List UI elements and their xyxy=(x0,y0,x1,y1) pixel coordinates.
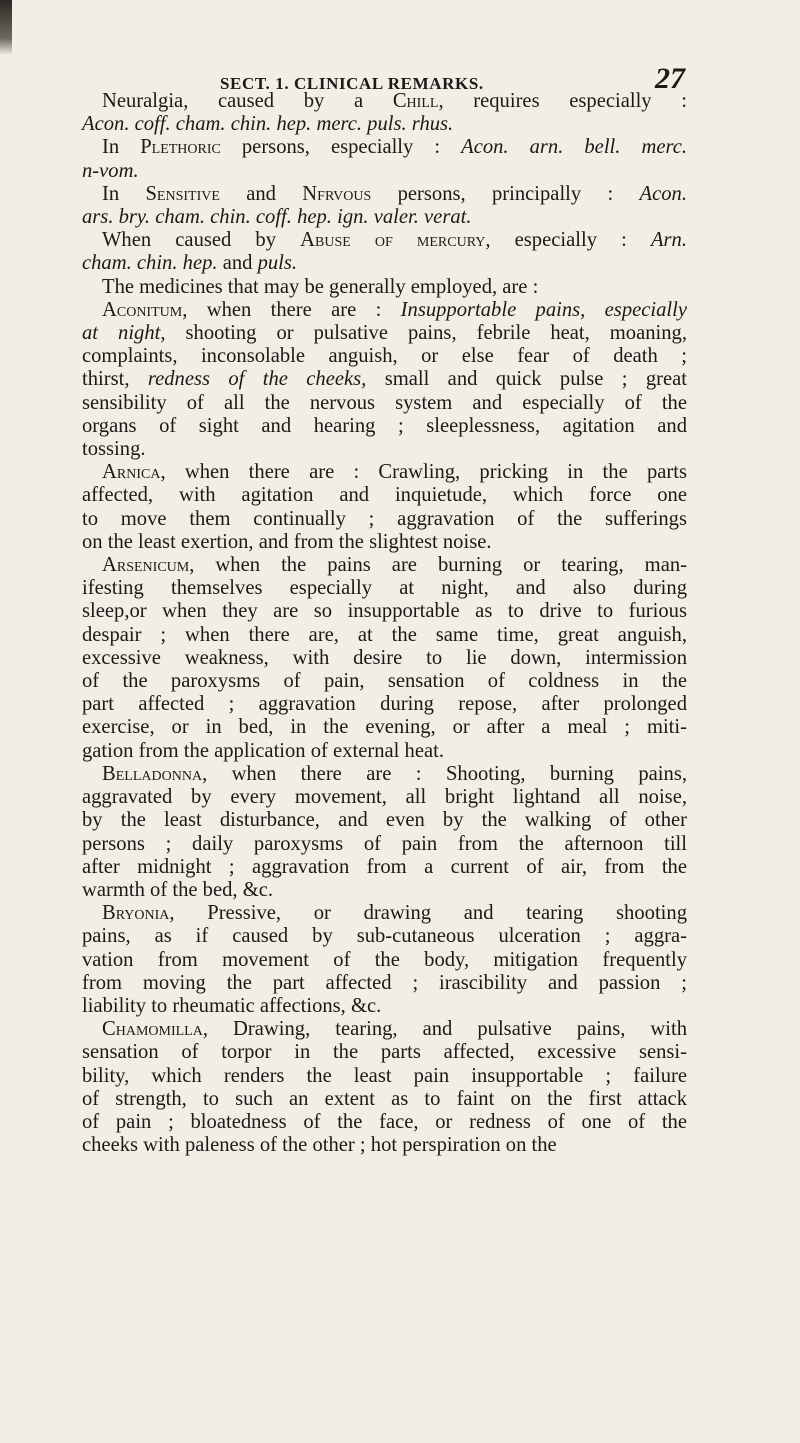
text-run: sensibility of all the nervous system and especially of the xyxy=(82,391,687,414)
text-line xyxy=(82,716,687,739)
text-run: shooting or pulsative pains, febrile heat, moaning, xyxy=(165,322,687,345)
paragraph xyxy=(82,461,687,554)
paragraph xyxy=(82,229,687,275)
paragraph xyxy=(82,299,687,461)
text-line xyxy=(82,206,687,229)
text-run: tossing. xyxy=(82,438,146,461)
paragraph xyxy=(82,763,687,902)
italic-text: ars. bry. cham. chin. coff. hep. ign. valer. verat. xyxy=(82,206,472,229)
italic-text: Insupportable pains, especially xyxy=(400,298,687,321)
italic-text: cham. chin. hep. xyxy=(82,252,218,275)
text-line xyxy=(82,1088,687,1111)
text-run: , when there are : Crawling, pricking in the parts xyxy=(160,461,687,484)
italic-text: Arn. xyxy=(650,229,687,252)
remedy-name: Abuse of mercury xyxy=(300,229,486,252)
text-line xyxy=(82,786,687,809)
text-line xyxy=(82,299,687,322)
paragraph xyxy=(82,136,687,182)
text-line xyxy=(82,577,687,600)
remedy-name: Plethoric xyxy=(140,136,221,159)
text-line xyxy=(82,1065,687,1088)
text-run: , when the pains are burning or tearing, man- xyxy=(189,554,687,577)
text-line xyxy=(82,252,687,275)
text-run: cheeks with paleness of the other ; hot perspiration on the xyxy=(82,1134,557,1157)
text-line xyxy=(82,647,687,670)
text-line xyxy=(82,600,687,623)
italic-text: Acon. coff. cham. chin. hep. merc. puls. rhus. xyxy=(82,113,454,136)
text-run: of the paroxysms of pain, sensation of coldness in the xyxy=(82,670,687,693)
remedy-name: Nfrvous xyxy=(302,182,372,205)
text-line xyxy=(82,740,687,763)
text-run: complaints, inconsolable anguish, or else fear of death ; xyxy=(82,345,687,368)
text-line xyxy=(82,438,687,461)
text-run: small and quick pulse ; great xyxy=(366,368,687,391)
text-run: by the least disturbance, and even by the walking of other xyxy=(82,809,687,832)
text-run: , when there are : Shooting, burning pains, xyxy=(202,762,687,785)
text-run: thirst, xyxy=(82,368,148,391)
text-run: organs of sight and hearing ; sleeplessness, agitation and xyxy=(82,414,687,437)
paragraph xyxy=(82,1018,687,1157)
text-run: warmth of the bed, &c. xyxy=(82,878,274,901)
text-run: and xyxy=(217,252,258,275)
text-line xyxy=(82,624,687,647)
remedy-name: Belladonna xyxy=(102,762,203,785)
text-run: gation from the application of external heat. xyxy=(82,739,444,762)
text-line xyxy=(82,113,687,136)
text-run: persons ; daily paroxysms of pain from the afternoon till xyxy=(82,832,687,855)
text-run: The medicines that may be generally employed, are : xyxy=(102,275,539,298)
text-run: liability to rheumatic affections, &c. xyxy=(82,994,382,1017)
page-number: 27 xyxy=(655,62,685,95)
paragraph xyxy=(82,90,687,136)
text-run: , Pressive, or drawing and tearing shooting xyxy=(169,902,687,925)
text-line xyxy=(82,856,687,879)
text-line xyxy=(82,276,687,299)
text-run: excessive weakness, with desire to lie down, intermission xyxy=(82,646,687,669)
remedy-name: Chill xyxy=(392,90,439,112)
paragraph xyxy=(82,902,687,1018)
text-run: and xyxy=(219,182,303,205)
text-line xyxy=(82,368,687,391)
text-line xyxy=(82,833,687,856)
text-line xyxy=(82,322,687,345)
italic-text: Acon. arn. bell. merc. xyxy=(461,136,687,159)
text-line xyxy=(82,763,687,786)
text-line xyxy=(82,995,687,1018)
text-run: to move them continually ; aggravation of the sufferings xyxy=(82,507,687,530)
page-edge-smudge xyxy=(0,0,12,55)
remedy-name: Chamomilla xyxy=(102,1018,203,1041)
text-line xyxy=(82,554,687,577)
text-run: of pain ; bloatedness of the face, or redness of one of the xyxy=(82,1110,687,1133)
text-line xyxy=(82,670,687,693)
text-run: When caused by xyxy=(102,229,301,252)
text-line xyxy=(82,531,687,554)
text-line xyxy=(82,902,687,925)
text-run: of strength, to such an extent as to faint on the first attack xyxy=(82,1087,687,1110)
text-line xyxy=(82,136,687,159)
text-line xyxy=(82,461,687,484)
remedy-name: Bryonia xyxy=(102,902,170,925)
italic-text: Acon. xyxy=(639,182,687,205)
text-line xyxy=(82,415,687,438)
text-run: persons, principally : xyxy=(371,182,640,205)
text-line xyxy=(82,229,687,252)
paragraph xyxy=(82,183,687,229)
text-run: part affected ; aggravation during repose, after prolonged xyxy=(82,693,687,716)
text-line xyxy=(82,1041,687,1064)
italic-text: redness of the cheeks, xyxy=(147,368,367,391)
italic-text: n-vom. xyxy=(82,159,139,182)
text-run: from moving the part affected ; irascibility and passion ; xyxy=(82,971,687,994)
text-line xyxy=(82,183,687,206)
text-run: , Drawing, tearing, and pulsative pains, with xyxy=(202,1018,687,1041)
text-run: , especially : xyxy=(485,229,651,252)
remedy-name: Arnica xyxy=(102,461,161,484)
text-line xyxy=(82,160,687,183)
text-run: pains, as if caused by sub-cutaneous ulceration ; aggra- xyxy=(82,925,687,948)
body-text xyxy=(82,90,687,1157)
text-run: , when there are : xyxy=(182,298,401,321)
text-line xyxy=(82,1111,687,1134)
text-run: exercise, or in bed, in the evening, or after a meal ; miti- xyxy=(82,716,687,739)
text-run: sensation of torpor in the parts affected, excessive sensi- xyxy=(82,1041,687,1064)
text-line xyxy=(82,972,687,995)
text-run: , requires especially : xyxy=(438,90,687,112)
text-run: after midnight ; aggravation from a current of air, from the xyxy=(82,855,687,878)
paragraph xyxy=(82,276,687,299)
text-line xyxy=(82,392,687,415)
remedy-name: Sensitive xyxy=(145,182,220,205)
text-line xyxy=(82,693,687,716)
paragraph xyxy=(82,554,687,763)
remedy-name: Arsenicum xyxy=(102,554,190,577)
text-run: bility, which renders the least pain insupportable ; failure xyxy=(82,1064,687,1087)
italic-text: puls. xyxy=(257,252,298,275)
text-run: vation from movement of the body, mitigation frequently xyxy=(82,948,687,971)
text-line xyxy=(82,345,687,368)
running-head: SECT. 1. CLINICAL REMARKS. xyxy=(220,74,484,93)
text-line xyxy=(82,484,687,507)
remedy-name: Aconitum xyxy=(102,298,183,321)
text-run: ifesting themselves especially at night, and also during xyxy=(82,577,687,600)
text-line xyxy=(82,1018,687,1041)
text-run: affected, with agitation and inquietude, which force one xyxy=(82,484,687,507)
text-run: Neuralgia, caused by a xyxy=(102,90,393,112)
text-run: aggravated by every movement, all bright lightand all noise, xyxy=(82,786,687,809)
text-run: despair ; when there are, at the same time, great anguish, xyxy=(82,623,687,646)
text-line xyxy=(82,1134,687,1157)
italic-text: at night, xyxy=(82,322,166,345)
text-run: In xyxy=(102,136,141,159)
text-line xyxy=(82,90,687,113)
text-run: on the least exertion, and from the slightest noise. xyxy=(82,530,492,553)
text-line xyxy=(82,879,687,902)
text-line xyxy=(82,925,687,948)
text-run: sleep,or when they are so insupportable as to drive to furious xyxy=(82,600,687,623)
text-run: In xyxy=(102,182,146,205)
text-run: persons, especially : xyxy=(220,136,462,159)
text-line xyxy=(82,508,687,531)
text-line xyxy=(82,809,687,832)
text-line xyxy=(82,949,687,972)
